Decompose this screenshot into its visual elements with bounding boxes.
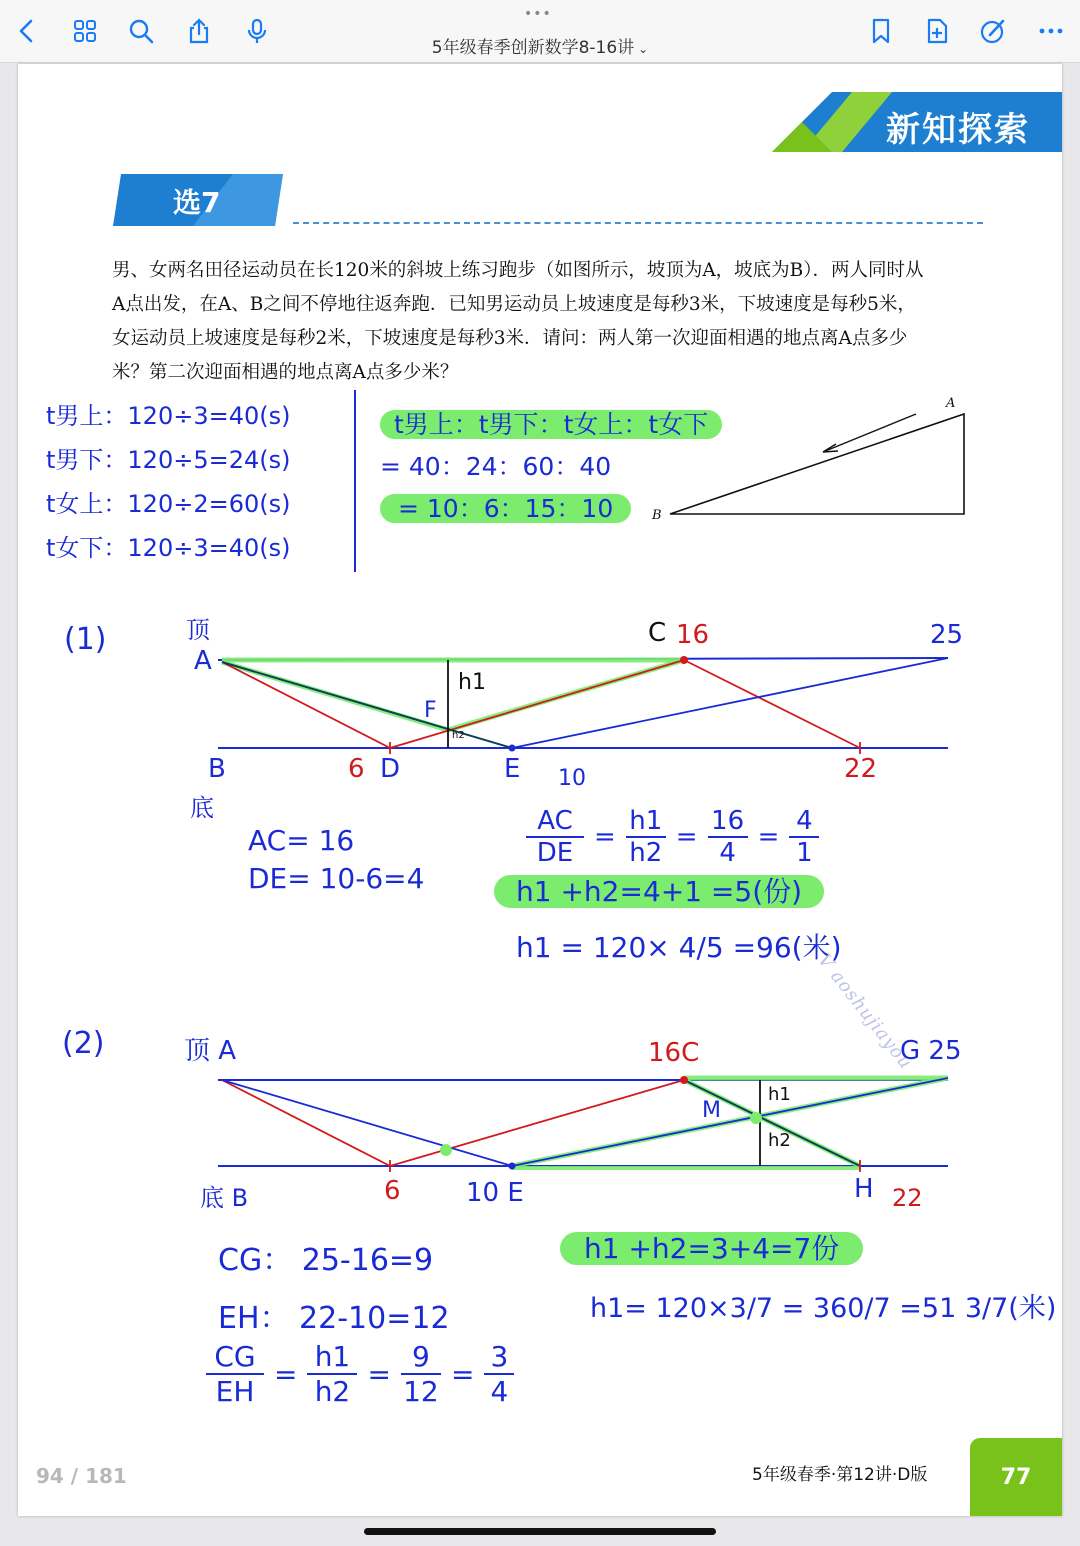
part2-sum-highlight: h1 +h2=3+4=7份 bbox=[560, 1232, 863, 1265]
part2-top: 顶 A bbox=[184, 1036, 237, 1066]
fraction bbox=[626, 806, 666, 868]
part1-label: (1) bbox=[64, 622, 107, 657]
problem-line: A点出发，在A、B之间不停地往返奔跑．已知男运动员上坡速度是每秒3米，下坡速度是每秒5米， bbox=[112, 294, 916, 315]
problem-line: 男、女两名田径运动员在长120米的斜坡上练习跑步（如图所示，坡顶为A，坡底为B）．两人同时从 bbox=[112, 260, 924, 281]
ratio-line-highlight: t男上：t男下：t女上：t女下 bbox=[380, 410, 722, 439]
note-line: t男上：120÷3=40(s) bbox=[46, 402, 291, 430]
fraction bbox=[307, 1340, 357, 1408]
part2-point-h: H bbox=[854, 1174, 874, 1204]
annotate-icon[interactable] bbox=[976, 14, 1010, 48]
problem-line: 米？第二次迎面相遇的地点离A点多少米？ bbox=[112, 362, 459, 383]
part2-h1-result: h1= 120×3/7 = 360/7 =51 3/7(米) bbox=[590, 1293, 1057, 1324]
part1-h1-result: h1 = 120× 4/5 =96(米) bbox=[516, 931, 842, 964]
fraction-den: 4 bbox=[719, 838, 736, 868]
time-notes bbox=[46, 394, 290, 570]
part1-point-a: A bbox=[194, 646, 212, 676]
part2-point-c: 16C bbox=[648, 1038, 700, 1068]
part2-h1: h1 bbox=[768, 1084, 791, 1105]
part1-ac: AC= 16 bbox=[248, 824, 355, 857]
part2-value-6: 6 bbox=[384, 1176, 401, 1206]
part1-point-c: C bbox=[648, 618, 667, 648]
part1-h2: h2 bbox=[452, 730, 465, 741]
fraction-den: 1 bbox=[796, 838, 813, 868]
part2-label: (2) bbox=[62, 1026, 105, 1061]
part1-sum-highlight: h1 +h2=4+1 =5(份) bbox=[494, 875, 824, 908]
part2-point-e: 10 E bbox=[466, 1178, 524, 1208]
note-line: t女上：120÷2=60(s) bbox=[46, 490, 291, 518]
fraction-num: 9 bbox=[412, 1340, 430, 1373]
document-title[interactable] bbox=[0, 33, 1080, 58]
slope-label-b: B bbox=[652, 508, 662, 523]
toolbar bbox=[0, 0, 1080, 63]
dashed-divider bbox=[293, 222, 983, 224]
part1-point-b: B bbox=[208, 754, 226, 784]
fraction bbox=[789, 806, 819, 868]
part1-diagram bbox=[208, 644, 968, 754]
part1-h1: h1 bbox=[458, 670, 486, 695]
fraction-num: AC bbox=[537, 806, 573, 836]
fraction-den: EH bbox=[215, 1375, 255, 1408]
fraction bbox=[708, 806, 748, 868]
problem-tag-label: 选7 bbox=[173, 186, 221, 219]
note-line: t男下：120÷5=24(s) bbox=[46, 446, 291, 474]
ratio-line: = 40：24：60：40 bbox=[380, 452, 612, 481]
banner-title: 新知探索 bbox=[886, 110, 1030, 150]
equals-sign: = bbox=[594, 822, 616, 852]
part1-point-e: E bbox=[504, 754, 521, 784]
equals-sign: = bbox=[367, 1357, 391, 1391]
fraction bbox=[526, 806, 584, 868]
add-page-icon[interactable] bbox=[920, 14, 954, 48]
part2-diagram bbox=[208, 1066, 968, 1178]
part2-point-g: G 25 bbox=[900, 1036, 962, 1066]
part2-point-m: M bbox=[702, 1098, 721, 1123]
slope-label-a: A bbox=[946, 396, 956, 411]
chevron-down-icon: ⌄ bbox=[638, 42, 649, 56]
part1-point-d: D bbox=[380, 754, 401, 784]
bookmark-icon[interactable] bbox=[864, 14, 898, 48]
fraction-den: h2 bbox=[314, 1375, 351, 1408]
notes-divider bbox=[354, 390, 356, 572]
fraction bbox=[401, 1340, 441, 1408]
part1-value-22: 22 bbox=[844, 754, 878, 784]
part1-point-f: F bbox=[424, 698, 437, 723]
equals-sign: = bbox=[675, 822, 698, 852]
document-page[interactable] bbox=[18, 64, 1062, 1516]
fraction-num: h1 bbox=[314, 1340, 351, 1373]
ratio-notes bbox=[380, 404, 722, 530]
part2-cg: CG： 25-16=9 bbox=[218, 1243, 434, 1278]
part2-bottom: 底 B bbox=[200, 1184, 249, 1212]
page-number: 77 bbox=[970, 1438, 1062, 1516]
page-counter: 94 / 181 bbox=[36, 1464, 127, 1488]
fraction-den: DE bbox=[536, 838, 574, 868]
part1-value-6: 6 bbox=[348, 754, 365, 784]
footer-text: 5年级春季·第12讲·D版 bbox=[752, 1465, 928, 1485]
fraction-den: 4 bbox=[490, 1375, 509, 1408]
ratio-line-highlight: = 10：6：15：10 bbox=[380, 494, 631, 523]
fraction bbox=[484, 1340, 514, 1408]
part1-sum bbox=[494, 872, 824, 912]
document-title-text: 5年级春季创新数学8-16讲 bbox=[431, 38, 635, 58]
equals-sign: = bbox=[274, 1357, 298, 1391]
part1-value-16: 16 bbox=[676, 620, 710, 650]
part2-value-22: 22 bbox=[892, 1184, 923, 1212]
problem-text bbox=[112, 254, 992, 390]
part1-de: DE= 10-6=4 bbox=[248, 862, 425, 895]
equals-sign: = bbox=[450, 1357, 475, 1391]
fraction-num: 4 bbox=[796, 806, 813, 836]
note-line: t女下：120÷3=40(s) bbox=[46, 534, 291, 562]
part1-bottom: 底 bbox=[190, 794, 214, 822]
part1-value-10: 10 bbox=[558, 766, 586, 791]
fraction-num: 3 bbox=[490, 1340, 509, 1373]
watermark: V aoshujiayou bbox=[813, 950, 917, 1074]
part2-sum bbox=[560, 1228, 863, 1270]
fraction-num: CG bbox=[214, 1340, 256, 1373]
more-icon[interactable] bbox=[1034, 14, 1068, 48]
part2-ratio-equation bbox=[206, 1340, 514, 1408]
window-dots[interactable]: ••• bbox=[524, 6, 552, 22]
fraction-num: h1 bbox=[629, 806, 663, 836]
fraction-den: 12 bbox=[403, 1375, 439, 1408]
part2-h2: h2 bbox=[768, 1130, 791, 1151]
equals-sign: = bbox=[757, 822, 780, 852]
part1-top: 顶 bbox=[186, 616, 210, 644]
home-indicator[interactable] bbox=[364, 1528, 716, 1535]
part2-eh: EH： 22-10=12 bbox=[218, 1301, 450, 1336]
fraction bbox=[206, 1340, 264, 1408]
fraction-num: 16 bbox=[711, 806, 745, 836]
part1-ratio-equation bbox=[526, 806, 819, 868]
part1-value-25: 25 bbox=[930, 620, 964, 650]
part1-lengths bbox=[248, 822, 424, 898]
fraction-den: h2 bbox=[629, 838, 663, 868]
problem-line: 女运动员上坡速度是每秒2米，下坡速度是每秒3米．请问：两人第一次迎面相遇的地点离A点多少 bbox=[112, 328, 908, 349]
part2-lengths bbox=[218, 1232, 450, 1348]
